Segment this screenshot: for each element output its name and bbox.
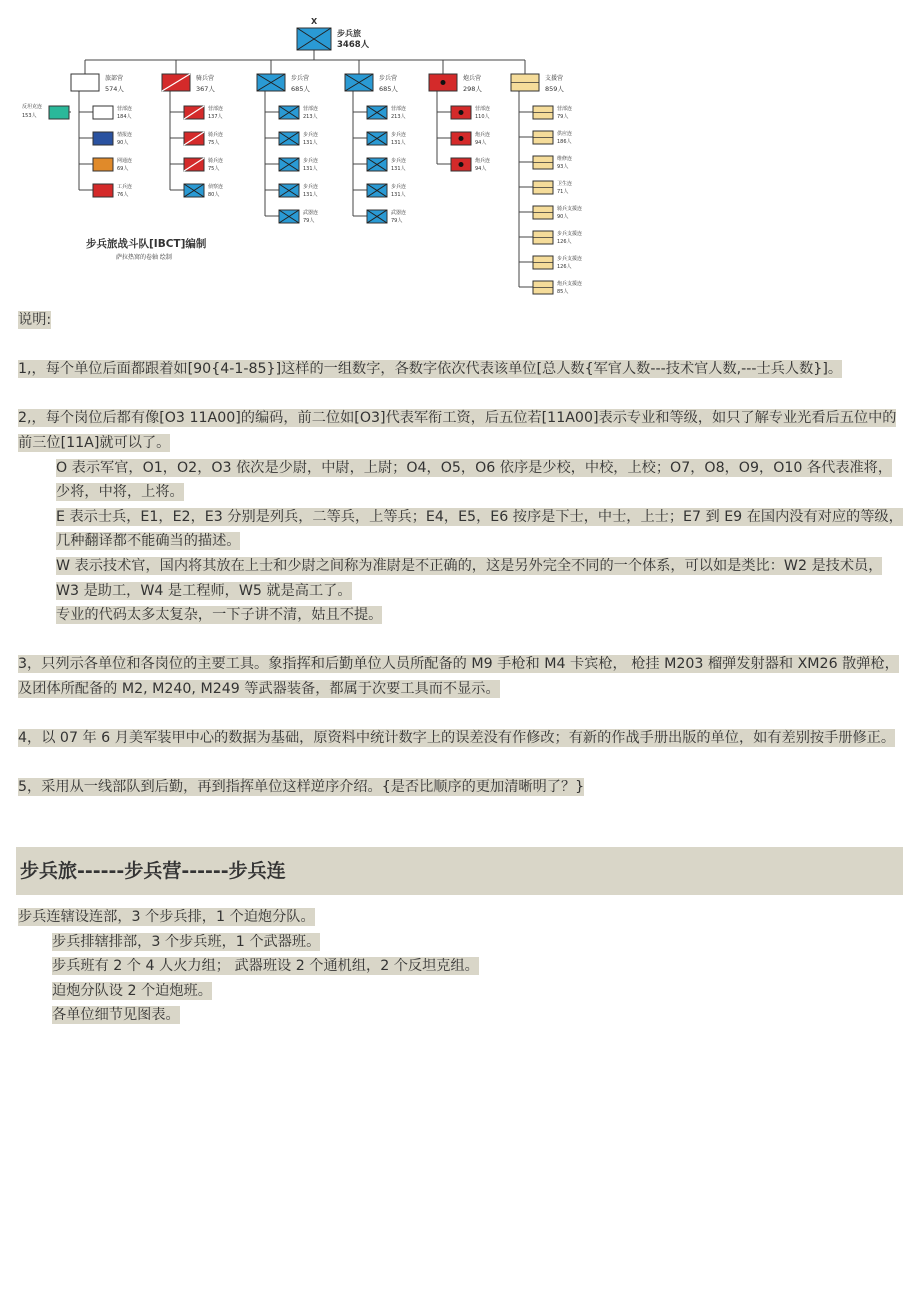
company-name-2-4: 武器连 <box>303 210 319 216</box>
company-node-5-2 <box>533 156 553 169</box>
company-node-3-2 <box>367 158 387 171</box>
company-node-0-0 <box>93 106 113 119</box>
company-node-5-5 <box>533 231 553 244</box>
company-count-2-4: 79人 <box>303 218 315 224</box>
company-name-1-1: 骑兵连 <box>208 132 224 138</box>
company-name-5-0: 营部连 <box>557 106 573 112</box>
company-name-5-4: 骑兵支援连 <box>557 206 583 212</box>
company-node-4-1 <box>451 132 471 145</box>
company-name-4-0: 营部连 <box>475 106 491 112</box>
company-count-0-2: 69人 <box>117 166 129 172</box>
company-node-4-0 <box>451 106 471 119</box>
note-paragraph-2: 2,，每个岗位后都有像[O3 11A00]的编码，前二位如[O3]代表军衔工资，后五位若[11A00]表示专业和等级，如只了解专业光看后五位中的前三位[11A]就可以了。 <box>18 410 897 451</box>
company-node-0-2 <box>93 158 113 171</box>
side-company-node <box>49 106 69 119</box>
battalion-name-4: 炮兵营 <box>463 75 482 82</box>
company-name-5-5: 步兵支援连 <box>557 231 583 237</box>
structure-line-2: 步兵排辖排部，3 个步兵班，1 个武器班。 <box>52 933 321 950</box>
section-heading: 步兵旅------步兵营------步兵连 <box>16 847 903 895</box>
company-node-2-4 <box>279 210 299 223</box>
brigade-node <box>297 28 331 50</box>
battalion-name-2: 步兵营 <box>291 75 310 82</box>
company-count-4-0: 110人 <box>475 114 490 120</box>
company-node-5-1 <box>533 131 553 144</box>
org-chart <box>16 14 602 304</box>
battalion-node-3 <box>345 74 373 91</box>
company-node-3-3 <box>367 184 387 197</box>
company-node-1-1 <box>184 132 204 145</box>
company-name-5-6: 步兵支援连 <box>557 256 583 262</box>
company-count-3-4: 79人 <box>391 218 403 224</box>
battalion-node-4 <box>429 74 457 91</box>
company-count-5-7: 85人 <box>557 289 569 295</box>
battalion-node-2 <box>257 74 285 91</box>
structure-line-4: 迫炮分队设 2 个迫炮班。 <box>52 982 212 999</box>
company-name-5-7: 炮兵支援连 <box>557 281 583 287</box>
company-count-5-5: 126人 <box>557 239 572 245</box>
company-name-1-0: 营部连 <box>208 106 224 112</box>
company-count-5-1: 186人 <box>557 139 572 145</box>
battalion-name-0: 旅部营 <box>105 75 124 82</box>
company-node-1-2 <box>184 158 204 171</box>
company-count-1-2: 75人 <box>208 166 220 172</box>
company-count-5-4: 90人 <box>557 214 569 220</box>
company-node-5-7 <box>533 281 553 294</box>
company-name-4-2: 炮兵连 <box>475 158 491 164</box>
company-count-0-0: 184人 <box>117 114 132 120</box>
company-node-0-1 <box>93 132 113 145</box>
company-count-1-1: 75人 <box>208 140 220 146</box>
battalion-count-3: 685人 <box>379 85 398 93</box>
structure-line-3: 步兵班有 2 个 4 人火力组； 武器班设 2 个通机组，2 个反坦克组。 <box>52 958 479 975</box>
company-name-2-0: 营部连 <box>303 106 319 112</box>
battalion-name-1: 骑兵营 <box>196 75 215 82</box>
company-count-3-0: 213人 <box>391 114 406 120</box>
notes-section <box>18 308 904 800</box>
company-node-1-0 <box>184 106 204 119</box>
battalion-node-1 <box>162 74 190 91</box>
company-count-5-3: 71人 <box>557 189 569 195</box>
brigade-echelon-mark: X <box>311 17 318 26</box>
company-node-5-4 <box>533 206 553 219</box>
company-name-5-2: 维修连 <box>557 156 573 162</box>
battalion-count-5: 859人 <box>545 85 564 93</box>
note-paragraph-1: 1,，每个单位后面都跟着如[90{4-1-85}]这样的一组数字，各数字依次代表该单位[总人数{军官人数---技术官人数,---士兵人数}]。 <box>18 361 843 378</box>
company-name-2-3: 步兵连 <box>303 184 319 190</box>
note-paragraph-5: 5，采用从一线部队到后勤，再到指挥单位这样逆序介绍。{是否比顺序的更加清晰明了？} <box>18 779 585 796</box>
company-name-4-1: 炮兵连 <box>475 132 491 138</box>
battalion-name-5: 支援营 <box>545 75 564 82</box>
company-node-3-4 <box>367 210 387 223</box>
company-count-2-3: 131人 <box>303 192 318 198</box>
company-node-3-1 <box>367 132 387 145</box>
company-name-0-1: 情报连 <box>117 132 133 138</box>
company-node-0-3 <box>93 184 113 197</box>
battalion-node-5 <box>511 74 539 91</box>
note-label: 说明: <box>18 312 52 328</box>
company-name-0-3: 工兵连 <box>117 184 133 190</box>
company-name-5-3: 卫生连 <box>557 181 573 187</box>
note-paragraph-4: 4，以 07 年 6 月美军装甲中心的数据为基础，原资料中统计数字上的误差没有作修改；有新的作战手册出版的单位，如有差别按手册修正。 <box>18 730 896 747</box>
company-name-1-2: 骑兵连 <box>208 158 224 164</box>
company-node-5-6 <box>533 256 553 269</box>
battalion-node-0 <box>71 74 99 91</box>
company-node-2-2 <box>279 158 299 171</box>
company-node-5-0 <box>533 106 553 119</box>
company-count-3-2: 131人 <box>391 166 406 172</box>
brigade-count: 3468人 <box>337 40 370 50</box>
company-count-3-3: 131人 <box>391 192 406 198</box>
battalion-count-1: 367人 <box>196 85 215 93</box>
company-count-4-1: 94人 <box>475 140 487 146</box>
company-count-2-2: 131人 <box>303 166 318 172</box>
company-count-0-1: 90人 <box>117 140 129 146</box>
company-name-0-0: 营部连 <box>117 106 133 112</box>
company-count-3-1: 131人 <box>391 140 406 146</box>
company-count-5-2: 93人 <box>557 164 569 170</box>
company-node-4-2 <box>451 158 471 171</box>
company-name-5-1: 供应连 <box>557 131 573 137</box>
battalion-count-0: 574人 <box>105 85 124 93</box>
company-count-1-0: 137人 <box>208 114 223 120</box>
org-chart-credit: 萨拉热窝的卷轴 绘制 <box>116 254 172 261</box>
company-name-3-1: 步兵连 <box>391 132 407 138</box>
note-specialty-codes: 专业的代码太多太复杂，一下子讲不清，姑且不提。 <box>56 607 383 624</box>
company-node-1-3 <box>184 184 204 197</box>
note-enlisted-ranks: E 表示士兵，E1，E2，E3 分别是列兵，二等兵，上等兵；E4，E5，E6 按序是下士，中士，上士；E7 到 E9 在国内没有对应的等级，几种翻译都不能确当的描述。 <box>56 508 903 550</box>
company-node-5-3 <box>533 181 553 194</box>
battalion-name-3: 步兵营 <box>379 75 398 82</box>
company-structure <box>18 905 904 1028</box>
structure-line-1: 步兵连辖设连部，3 个步兵排，1 个迫炮分队。 <box>18 909 315 925</box>
org-chart-title: 步兵旅战斗队[IBCT]编制 <box>86 238 207 250</box>
company-node-3-0 <box>367 106 387 119</box>
company-count-4-2: 94人 <box>475 166 487 172</box>
note-officer-ranks: O 表示军官，O1，O2，O3 依次是少尉，中尉，上尉；O4，O5，O6 依序是少校，中校，上校；O7，O8，O9，O10 各代表准将，少将，中将，上将。 <box>56 459 893 501</box>
company-node-2-3 <box>279 184 299 197</box>
note-paragraph-3: 3，只列示各单位和各岗位的主要工具。象指挥和后勤单位人员所配备的 M9 手枪和 M4 卡宾枪， 枪挂 M203 榴弹发射器和 XM26 散弹枪， 及团体所配备的 M2, M240, M249 等武器装备，都属于次要工具而不显示。 <box>18 656 899 697</box>
company-name-3-4: 武器连 <box>391 210 407 216</box>
company-name-1-3: 侦察连 <box>208 184 224 190</box>
company-node-2-1 <box>279 132 299 145</box>
company-count-2-0: 213人 <box>303 114 318 120</box>
company-count-5-6: 126人 <box>557 264 572 270</box>
company-count-2-1: 131人 <box>303 140 318 146</box>
note-warrant-ranks: W 表示技术官，国内将其放在上士和少尉之间称为准尉是不正确的，这是另外完全不同的一个体系，可以如是类比：W2 是技术员，W3 是助工，W4 是工程师，W5 就是高工了。 <box>56 557 883 599</box>
company-name-3-0: 营部连 <box>391 106 407 112</box>
company-name-3-3: 步兵连 <box>391 184 407 190</box>
battalion-count-4: 298人 <box>463 85 482 93</box>
structure-line-5: 各单位细节见图表。 <box>52 1007 180 1024</box>
company-count-1-3: 80人 <box>208 192 220 198</box>
company-name-2-2: 步兵连 <box>303 158 319 164</box>
company-name-2-1: 步兵连 <box>303 132 319 138</box>
company-count-0-3: 76人 <box>117 192 129 198</box>
brigade-name: 步兵旅 <box>337 29 361 38</box>
battalion-count-2: 685人 <box>291 85 310 93</box>
company-count-5-0: 79人 <box>557 114 569 120</box>
side-company-count: 153人 <box>22 113 37 119</box>
company-name-3-2: 步兵连 <box>391 158 407 164</box>
company-node-2-0 <box>279 106 299 119</box>
side-company-name: 反坦克连 <box>22 104 43 110</box>
company-name-0-2: 网通连 <box>117 158 133 164</box>
